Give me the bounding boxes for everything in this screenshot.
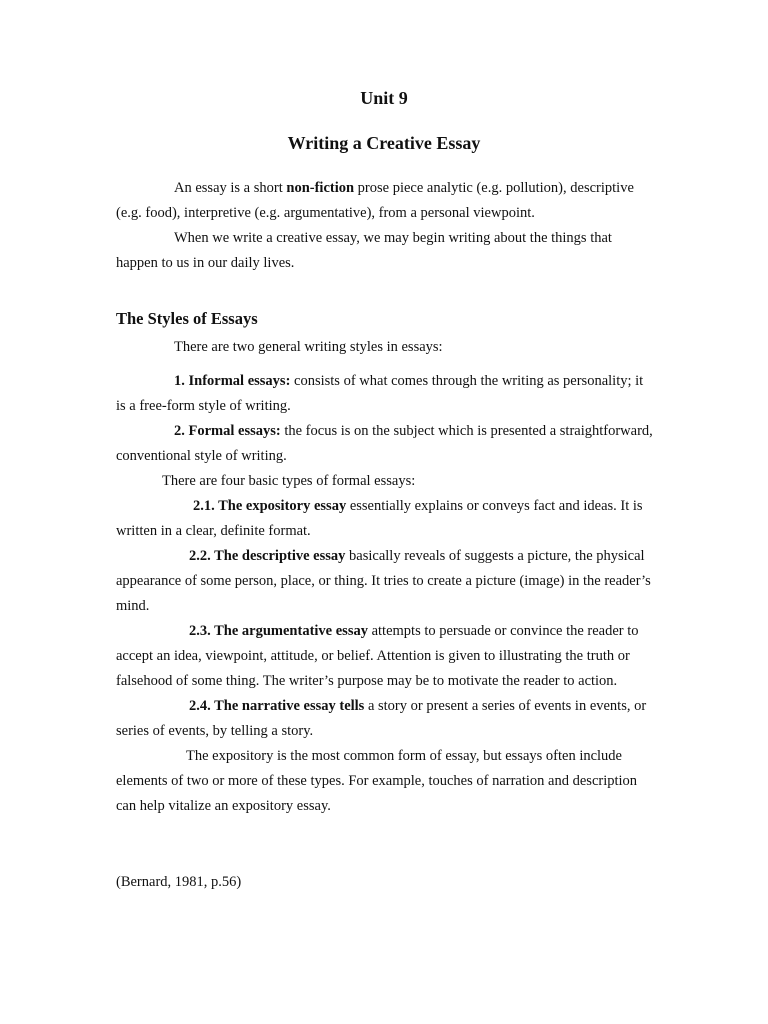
closing-paragraph: The expository is the most common form of essay, but essays often include elements of two or more of these types. For example, touches of narration and description can help vitalize an expository essay. xyxy=(116,748,638,814)
list-item-informal xyxy=(116,369,656,419)
subtype-argumentative xyxy=(116,619,656,694)
subtype-term: 2.3. The argumentative essay xyxy=(189,623,368,639)
subtype-text: attempts to persuade or convince the reader to accept an idea, viewpoint, attitude, or belief. Attention is given to illustrating the truth or falsehood of some thing. The writer’s purpose may be to motivate the reader to action. xyxy=(116,623,639,689)
item-text: consists of what comes through the writing as personality; it is a free-form style of writing. xyxy=(116,373,644,414)
intro-section xyxy=(116,176,656,276)
list-item-formal xyxy=(116,419,656,469)
intro-bold-term: non-fiction xyxy=(286,180,355,196)
subtype-term: 2.2. The descriptive essay xyxy=(189,548,346,564)
subtype-narrative xyxy=(116,694,656,744)
section-heading: The Styles of Essays xyxy=(116,309,258,328)
styles-section xyxy=(116,335,656,360)
page-title: Writing a Creative Essay xyxy=(287,133,481,153)
item-text: the focus is on the subject which is presented a straightforward, conventional style of writing. xyxy=(116,423,653,464)
subtype-term: 2.1. The expository essay xyxy=(193,498,347,514)
intro-text: An essay is a short xyxy=(174,180,287,196)
intro-paragraph-2: When we write a creative essay, we may begin writing about the things that happen to us in our daily lives. xyxy=(116,230,612,271)
intro-paragraph-1 xyxy=(116,176,656,226)
styles-list xyxy=(116,369,656,819)
subtype-text: essentially explains or conveys fact and ideas. It is written in a clear, definite format. xyxy=(116,498,643,539)
unit-number: Unit 9 xyxy=(360,88,408,108)
subtype-term: 2.4. The narrative essay tells xyxy=(189,698,365,714)
intro-text-cont: prose piece analytic (e.g. pollution), descriptive (e.g. food), interpretive (e.g. argumentative), from a personal viewpoint. xyxy=(116,180,634,221)
styles-lead: There are two general writing styles in essays: xyxy=(174,339,443,355)
subtype-descriptive xyxy=(116,544,656,619)
item-term: 2. Formal essays: xyxy=(174,423,281,439)
subtype-text: basically reveals of suggests a picture, the physical appearance of some person, place, or thing. It tries to create a picture (image) in the reader’s mind. xyxy=(116,548,651,614)
item-term: 1. Informal essays: xyxy=(174,373,291,389)
subtype-expository xyxy=(116,494,656,544)
citation: (Bernard, 1981, p.56) xyxy=(116,874,242,890)
subtype-text: a story or present a series of events in events, or series of events, by telling a story. xyxy=(116,698,647,739)
four-types-lead: There are four basic types of formal essays: xyxy=(162,473,416,489)
